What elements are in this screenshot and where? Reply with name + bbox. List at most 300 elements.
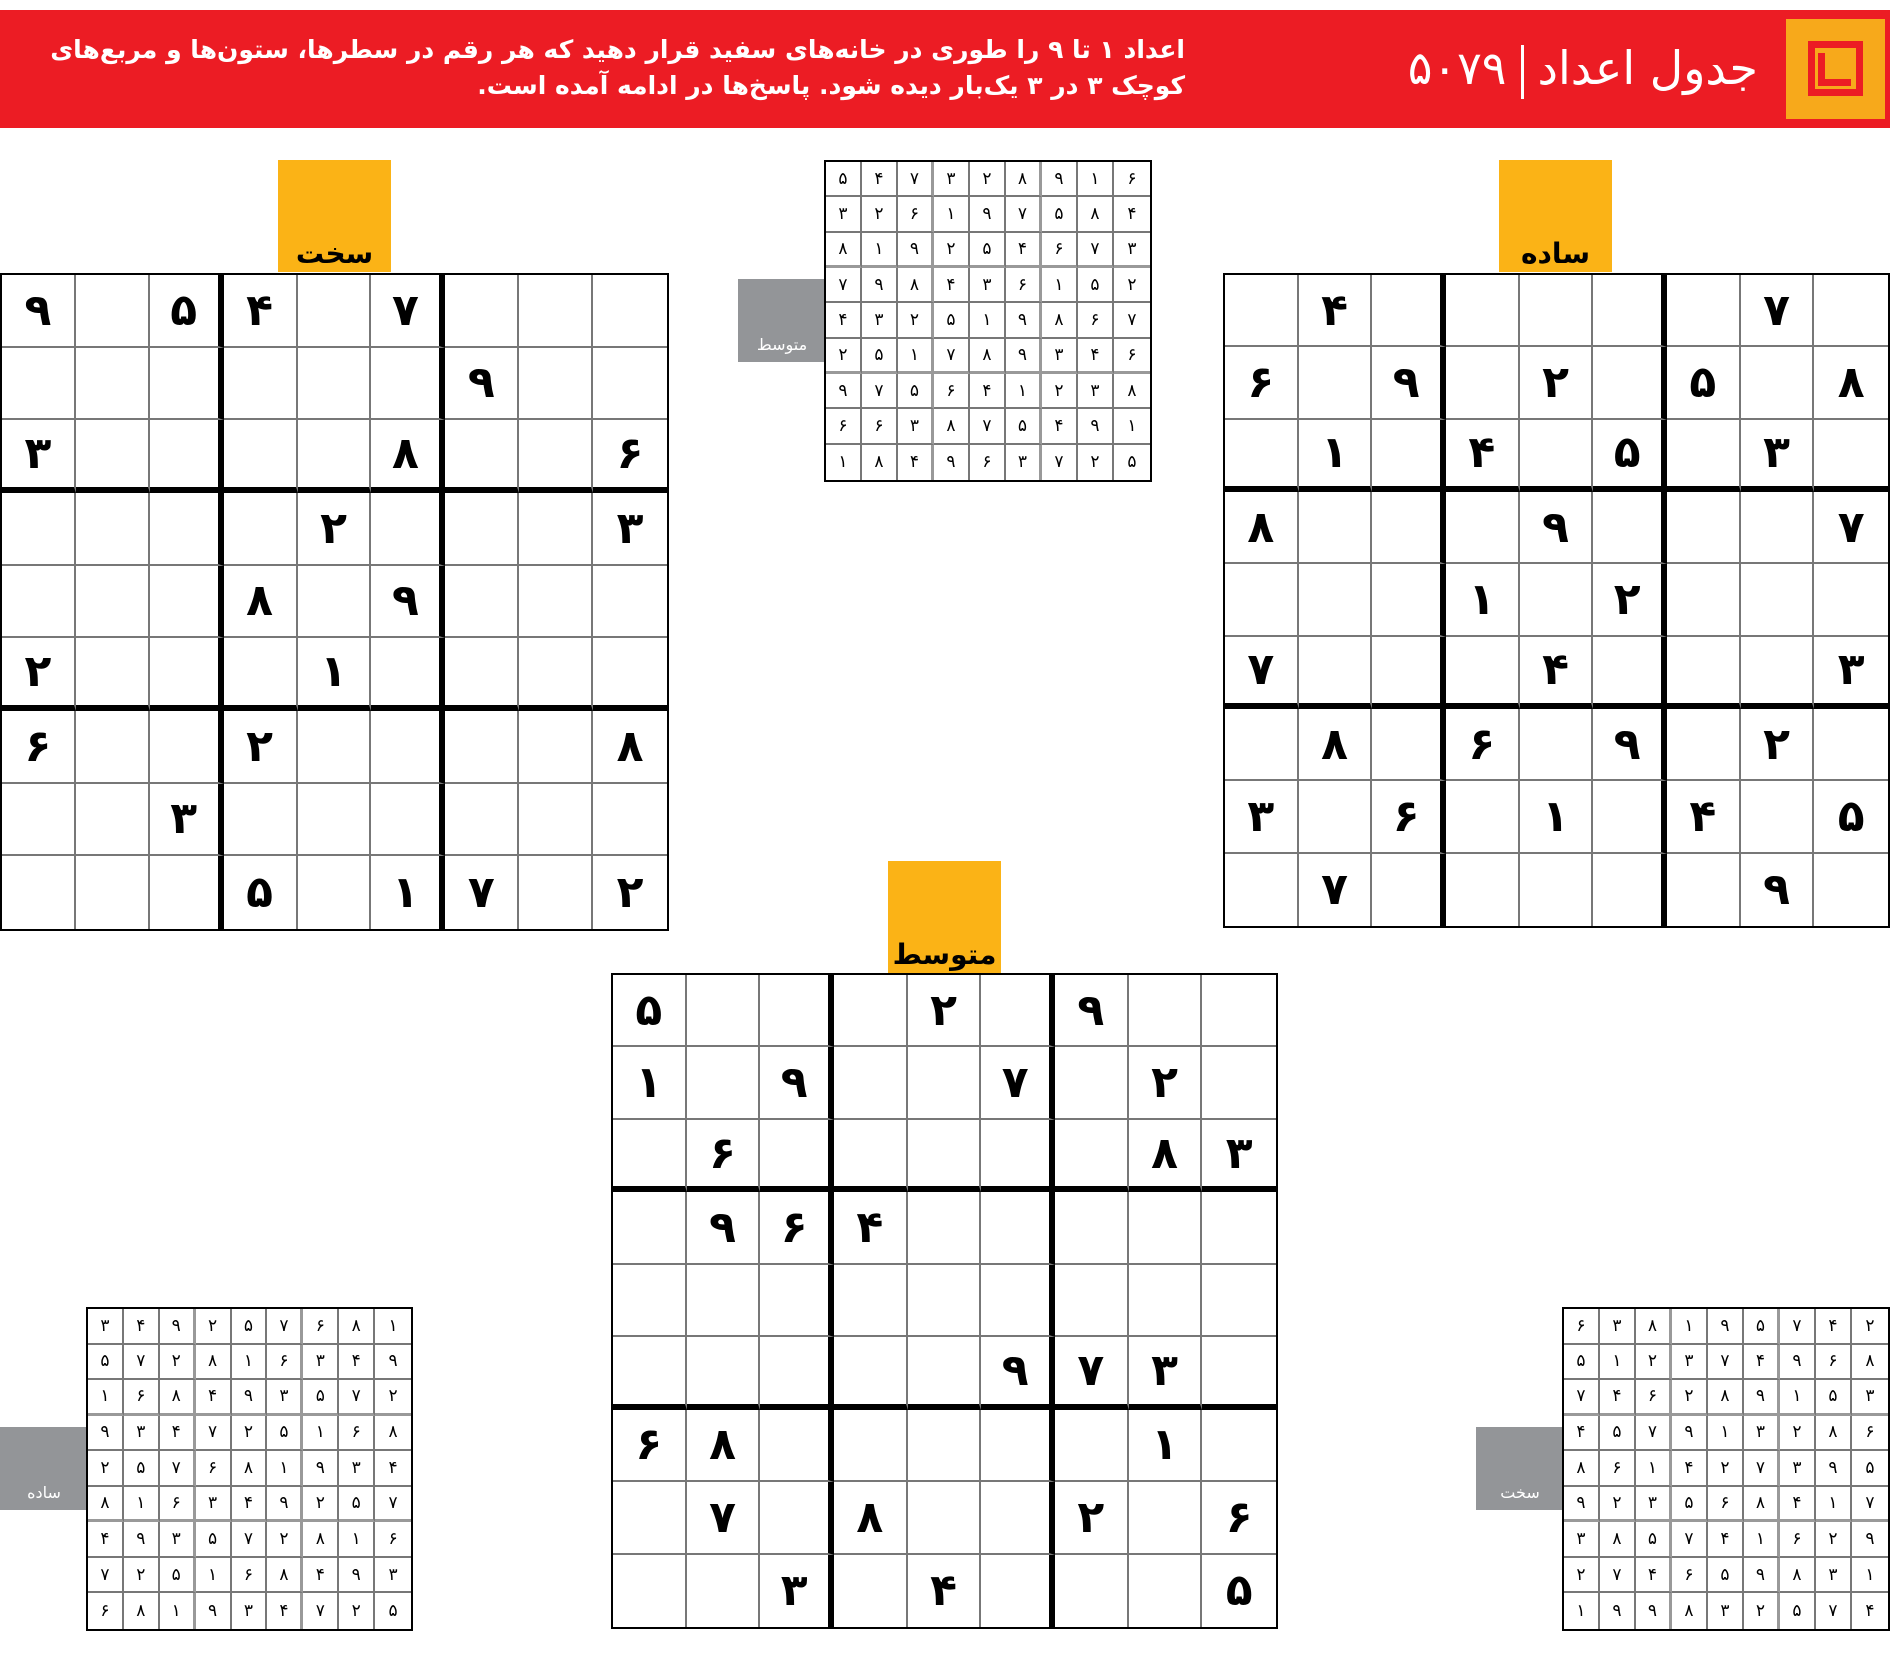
puzzle-cell [371, 638, 445, 711]
puzzle-cell: ۹ [371, 566, 445, 639]
answer-cell: ۹ [826, 374, 862, 409]
puzzle-cell: ۵ [1814, 781, 1888, 853]
answer-cell: ۷ [1564, 1380, 1600, 1416]
puzzle-cell [150, 711, 224, 784]
puzzle-cell: ۴ [1667, 781, 1741, 853]
answer-cell: ۵ [232, 1309, 268, 1345]
answer-cell: ۵ [1744, 1309, 1780, 1345]
answer-cell: ۸ [1852, 1345, 1888, 1381]
answer-cell: ۵ [970, 233, 1006, 268]
puzzle-cell [687, 1265, 761, 1337]
answer-cell: ۶ [1114, 339, 1150, 374]
puzzle-cell [1225, 564, 1299, 636]
puzzle-cell [834, 1120, 908, 1192]
puzzle-cell: ۱ [613, 1047, 687, 1119]
puzzle-cell [519, 856, 593, 929]
puzzle-cell: ۲ [1520, 347, 1594, 419]
puzzle-cell [613, 1555, 687, 1627]
puzzle-cell: ۱ [1129, 1410, 1203, 1482]
puzzle-cell: ۲ [224, 711, 298, 784]
answer-cell: ۵ [1636, 1522, 1672, 1558]
puzzle-cell: ۱ [1299, 420, 1373, 492]
page-title [1408, 38, 1758, 99]
answer-cell: ۴ [1865, 1601, 1875, 1622]
puzzle-cell [593, 275, 667, 348]
answer-cell: ۵ [898, 374, 934, 409]
puzzle-cell [76, 638, 150, 711]
answer-cell: ۶ [1780, 1522, 1816, 1558]
answer-cell: ۱ [1780, 1380, 1816, 1416]
answer-cell: ۲ [1816, 1522, 1852, 1558]
answer-cell: ۹ [124, 1522, 160, 1558]
answer-cell: ۴ [970, 374, 1006, 409]
answer-cell: ۸ [1078, 197, 1114, 232]
puzzle-cell: ۵ [224, 856, 298, 929]
easy-label: ساده [1499, 160, 1612, 272]
answer-cell: ۱ [1564, 1593, 1600, 1629]
puzzle-cell: ۱ [1520, 781, 1594, 853]
answer-cell: ۶ [1042, 233, 1078, 268]
puzzle-cell [224, 493, 298, 566]
answer-cell: ۴ [160, 1416, 196, 1452]
answer-cell: ۶ [1636, 1380, 1672, 1416]
answer-cell: ۱ [1078, 162, 1114, 197]
answer-cell: ۸ [826, 233, 862, 268]
puzzle-cell [1299, 492, 1373, 564]
puzzle-cell [1202, 1337, 1276, 1409]
answer-cell: ۲ [375, 1380, 411, 1416]
answer-cell: ۷ [934, 339, 970, 374]
puzzle-cell [834, 1047, 908, 1119]
answer-cell: ۵ [160, 1558, 196, 1594]
puzzle-cell [760, 1482, 834, 1554]
answer-cell: ۶ [1708, 1487, 1744, 1523]
answer-cell: ۷ [88, 1558, 124, 1594]
puzzle-cell [1520, 420, 1594, 492]
answer-cell: ۸ [1708, 1380, 1744, 1416]
answer-cell: ۸ [375, 1416, 411, 1452]
answer-cell: ۴ [1078, 339, 1114, 374]
puzzle-cell [445, 493, 519, 566]
answer-cell: ۳ [970, 268, 1006, 303]
puzzle-cell [981, 975, 1055, 1047]
answer-cell: ۱ [1708, 1416, 1744, 1452]
puzzle-cell: ۲ [1741, 709, 1815, 781]
answer-cell: ۱ [898, 339, 934, 374]
puzzle-cell [1520, 854, 1594, 926]
answer-cell: ۸ [1006, 162, 1042, 197]
puzzle-cell: ۴ [224, 275, 298, 348]
answer-cell: ۷ [1816, 1593, 1852, 1629]
puzzle-cell: ۲ [1129, 1047, 1203, 1119]
puzzle-cell [1202, 1047, 1276, 1119]
answer-cell: ۶ [124, 1380, 160, 1416]
answer-cell: ۳ [1006, 445, 1042, 480]
puzzle-cell: ۷ [1225, 637, 1299, 709]
puzzle-cell [1225, 420, 1299, 492]
puzzle-cell [76, 856, 150, 929]
answer-cell: ۲ [303, 1487, 339, 1523]
puzzle-cell: ۹ [1520, 492, 1594, 564]
puzzle-cell: ۸ [371, 420, 445, 493]
answer-cell: ۴ [934, 268, 970, 303]
answer-cell: ۴ [1114, 197, 1150, 232]
puzzle-cell [298, 348, 372, 421]
puzzle-cell: ۶ [2, 711, 76, 784]
puzzle-cell: ۸ [593, 711, 667, 784]
puzzle-cell [1372, 492, 1446, 564]
answer-cell: ۸ [124, 1593, 160, 1629]
puzzle-cell [1055, 1265, 1129, 1337]
answer-cell: ۸ [1564, 1451, 1600, 1487]
answer-cell: ۳ [1708, 1593, 1744, 1629]
answer-cell: ۹ [1042, 162, 1078, 197]
answer-cell: ۹ [267, 1487, 303, 1523]
puzzle-cell [1520, 709, 1594, 781]
answer-cell: ۳ [1078, 374, 1114, 409]
answer-cell: ۸ [196, 1345, 232, 1381]
answer-cell: ۷ [196, 1416, 232, 1452]
answer-cell: ۷ [1708, 1345, 1744, 1381]
answer-cell: ۱ [196, 1558, 232, 1594]
puzzle-cell [1446, 781, 1520, 853]
answer-cell: ۴ [1006, 233, 1042, 268]
puzzle-cell [150, 638, 224, 711]
puzzle-cell: ۱ [371, 856, 445, 929]
answer-cell: ۷ [160, 1451, 196, 1487]
puzzle-cell [1299, 347, 1373, 419]
puzzle-cell [76, 275, 150, 348]
puzzle-cell [593, 784, 667, 857]
answer-cell: ۲ [1708, 1451, 1744, 1487]
puzzle-cell [150, 493, 224, 566]
answer-cell: ۹ [1672, 1416, 1708, 1452]
answer-cell: ۱ [124, 1487, 160, 1523]
puzzle-cell [1667, 637, 1741, 709]
puzzle-cell [1129, 975, 1203, 1047]
answer-cell: ۹ [375, 1345, 411, 1381]
puzzle-cell [1446, 275, 1520, 347]
puzzle-cell [687, 1555, 761, 1627]
puzzle-cell: ۶ [1372, 781, 1446, 853]
puzzle-cell [1814, 709, 1888, 781]
puzzle-cell [1593, 492, 1667, 564]
puzzle-cell [1299, 781, 1373, 853]
puzzle-cell: ۷ [445, 856, 519, 929]
puzzle-cell: ۶ [760, 1192, 834, 1264]
puzzle-cell [1520, 275, 1594, 347]
puzzle-cell [224, 638, 298, 711]
puzzle-cell [371, 711, 445, 784]
answer-cell: ۹ [88, 1416, 124, 1452]
answer-cell: ۴ [124, 1309, 160, 1345]
answer-cell: ۸ [160, 1380, 196, 1416]
puzzle-cell [1593, 275, 1667, 347]
answer-cell: ۵ [1780, 1593, 1816, 1629]
puzzle-cell [1055, 1120, 1129, 1192]
answer-hard-label: سخت [1476, 1427, 1564, 1510]
puzzle-cell [1202, 1192, 1276, 1264]
answer-cell: ۱ [375, 1309, 411, 1345]
puzzle-cell: ۷ [1741, 275, 1815, 347]
answer-cell: ۸ [267, 1558, 303, 1594]
puzzle-cell [1446, 347, 1520, 419]
puzzle-cell [687, 1047, 761, 1119]
puzzle-cell [76, 493, 150, 566]
answer-cell: ۱ [1006, 374, 1042, 409]
answer-cell: ۹ [862, 268, 898, 303]
puzzle-cell [1299, 564, 1373, 636]
answer-cell: ۳ [1600, 1309, 1636, 1345]
answer-cell: ۳ [160, 1522, 196, 1558]
answer-cell: ۴ [862, 162, 898, 197]
answer-cell: ۹ [1636, 1593, 1672, 1629]
answer-cell: ۶ [934, 374, 970, 409]
answer-cell: ۵ [1600, 1416, 1636, 1452]
answer-cell: ۵ [1852, 1451, 1888, 1487]
puzzle-cell: ۹ [1741, 854, 1815, 926]
puzzle-cell: ۵ [1667, 347, 1741, 419]
answer-cell: ۹ [1816, 1451, 1852, 1487]
answer-cell: ۳ [1636, 1487, 1672, 1523]
puzzle-cell [687, 975, 761, 1047]
puzzle-cell [1814, 420, 1888, 492]
puzzle-cell [445, 638, 519, 711]
answer-cell: ۵ [339, 1487, 375, 1523]
issue-number: ۵۰۷۹ [1407, 41, 1507, 95]
puzzle-cell: ۵ [613, 975, 687, 1047]
puzzle-cell [908, 1337, 982, 1409]
puzzle-cell [2, 856, 76, 929]
puzzle-cell [298, 856, 372, 929]
puzzle-cell [1741, 781, 1815, 853]
puzzle-cell: ۷ [1055, 1337, 1129, 1409]
puzzle-cell [981, 1482, 1055, 1554]
puzzle-cell [445, 275, 519, 348]
answer-cell: ۵ [1708, 1558, 1744, 1594]
answer-cell: ۳ [1852, 1380, 1888, 1416]
puzzle-cell: ۶ [1225, 347, 1299, 419]
answer-cell: ۶ [1564, 1309, 1600, 1345]
answer-cell: ۹ [1744, 1558, 1780, 1594]
puzzle-cell [981, 1120, 1055, 1192]
puzzle-cell [519, 566, 593, 639]
puzzle-cell [1372, 420, 1446, 492]
answer-medium-label: متوسط [738, 279, 826, 362]
answer-cell: ۳ [934, 162, 970, 197]
answer-cell: ۹ [196, 1593, 232, 1629]
puzzle-cell [981, 1555, 1055, 1627]
puzzle-cell [1667, 854, 1741, 926]
answer-cell: ۶ [1852, 1416, 1888, 1452]
puzzle-cell [908, 1047, 982, 1119]
puzzle-cell [1741, 564, 1815, 636]
puzzle-cell: ۳ [1225, 781, 1299, 853]
answer-cell: ۹ [1852, 1522, 1888, 1558]
answer-cell: ۷ [1600, 1558, 1636, 1594]
puzzle-cell: ۹ [1593, 709, 1667, 781]
answer-cell: ۹ [1708, 1309, 1744, 1345]
puzzle-cell [593, 638, 667, 711]
answer-cell: ۶ [196, 1451, 232, 1487]
answer-hard-grid [1562, 1307, 1890, 1631]
hard-label: سخت [278, 160, 391, 272]
answer-cell: ۵ [1042, 197, 1078, 232]
answer-cell: ۹ [1780, 1345, 1816, 1381]
puzzle-cell [981, 1410, 1055, 1482]
answer-cell: ۳ [303, 1345, 339, 1381]
puzzle-cell [1055, 1047, 1129, 1119]
answer-cell: ۲ [1114, 268, 1150, 303]
answer-cell: ۱ [970, 303, 1006, 338]
puzzle-cell: ۷ [1299, 854, 1373, 926]
logo [1786, 19, 1885, 119]
answer-cell: ۳ [88, 1309, 124, 1345]
puzzle-cell [1055, 1192, 1129, 1264]
puzzle-cell [371, 493, 445, 566]
answer-cell: ۱ [1600, 1345, 1636, 1381]
puzzle-cell: ۵ [1593, 420, 1667, 492]
answer-cell: ۱ [1852, 1558, 1888, 1594]
puzzle-cell: ۹ [1372, 347, 1446, 419]
puzzle-cell: ۳ [2, 420, 76, 493]
answer-cell: ۶ [862, 409, 898, 444]
puzzle-cell: ۹ [687, 1192, 761, 1264]
puzzle-cell [76, 784, 150, 857]
puzzle-cell [298, 566, 372, 639]
answer-cell: ۵ [1006, 409, 1042, 444]
puzzle-cell [1667, 564, 1741, 636]
answer-cell: ۱ [232, 1345, 268, 1381]
answer-cell: ۷ [1042, 445, 1078, 480]
puzzle-cell [760, 975, 834, 1047]
puzzle-cell [519, 638, 593, 711]
answer-cell: ۴ [375, 1451, 411, 1487]
answer-cell: ۷ [339, 1380, 375, 1416]
answer-cell: ۷ [1852, 1487, 1888, 1523]
puzzle-cell: ۶ [613, 1410, 687, 1482]
answer-cell: ۳ [375, 1558, 411, 1594]
puzzle-cell [2, 493, 76, 566]
puzzle-cell: ۴ [908, 1555, 982, 1627]
answer-cell: ۲ [1780, 1416, 1816, 1452]
answer-cell: ۶ [303, 1309, 339, 1345]
answer-cell: ۵ [934, 303, 970, 338]
puzzle-cell: ۹ [981, 1337, 1055, 1409]
answer-cell: ۸ [88, 1487, 124, 1523]
answer-cell: ۳ [1564, 1522, 1600, 1558]
answer-cell: ۴ [196, 1380, 232, 1416]
puzzle-cell: ۵ [150, 275, 224, 348]
puzzle-cell: ۴ [1299, 275, 1373, 347]
puzzle-cell [1741, 492, 1815, 564]
answer-cell: ۲ [1744, 1593, 1780, 1629]
puzzle-cell [1299, 637, 1373, 709]
puzzle-cell [1372, 637, 1446, 709]
puzzle-cell: ۶ [593, 420, 667, 493]
answer-cell: ۱ [303, 1416, 339, 1452]
answer-cell: ۹ [303, 1451, 339, 1487]
puzzle-cell [2, 566, 76, 639]
answer-cell: ۷ [267, 1309, 303, 1345]
medium-label: متوسط [888, 861, 1001, 973]
answer-cell: ۵ [196, 1522, 232, 1558]
puzzle-cell [1667, 709, 1741, 781]
puzzle-cell [1225, 709, 1299, 781]
answer-cell: ۲ [267, 1522, 303, 1558]
puzzle-cell: ۴ [1520, 637, 1594, 709]
puzzle-cell [1446, 637, 1520, 709]
answer-cell: ۷ [1672, 1522, 1708, 1558]
answer-cell: ۳ [898, 409, 934, 444]
puzzle-cell: ۷ [1814, 492, 1888, 564]
answer-cell: ۹ [970, 197, 1006, 232]
answer-cell: ۲ [1078, 445, 1114, 480]
puzzle-cell [1593, 781, 1667, 853]
puzzle-cell: ۶ [687, 1120, 761, 1192]
puzzle-cell: ۳ [1202, 1120, 1276, 1192]
puzzle-cell: ۳ [1129, 1337, 1203, 1409]
answer-cell: ۵ [826, 162, 862, 197]
answer-cell: ۷ [232, 1522, 268, 1558]
puzzle-cell [76, 566, 150, 639]
puzzle-cell [1814, 854, 1888, 926]
answer-cell: ۳ [339, 1451, 375, 1487]
answer-cell: ۴ [1672, 1451, 1708, 1487]
answer-cell: ۴ [1564, 1416, 1600, 1452]
puzzle-cell [908, 1120, 982, 1192]
puzzle-cell: ۸ [1225, 492, 1299, 564]
answer-cell: ۵ [1672, 1487, 1708, 1523]
answer-cell: ۸ [1744, 1487, 1780, 1523]
answer-cell: ۲ [934, 233, 970, 268]
puzzle-cell [1129, 1265, 1203, 1337]
puzzle-cell [1372, 854, 1446, 926]
puzzle-cell [613, 1192, 687, 1264]
answer-cell: ۴ [1600, 1380, 1636, 1416]
puzzle-cell [834, 975, 908, 1047]
puzzle-cell [1372, 275, 1446, 347]
puzzle-cell [834, 1265, 908, 1337]
puzzle-cell [613, 1120, 687, 1192]
answer-cell: ۸ [862, 445, 898, 480]
answer-cell: ۴ [1636, 1558, 1672, 1594]
answer-cell: ۴ [88, 1522, 124, 1558]
puzzle-cell [519, 493, 593, 566]
puzzle-cell: ۱ [298, 638, 372, 711]
puzzle-cell [1202, 1265, 1276, 1337]
puzzle-cell [1593, 347, 1667, 419]
puzzle-cell [1520, 564, 1594, 636]
puzzle-cell [1667, 492, 1741, 564]
answer-cell: ۶ [1078, 303, 1114, 338]
answer-cell: ۱ [1114, 409, 1150, 444]
answer-cell: ۲ [88, 1451, 124, 1487]
answer-easy-grid [86, 1307, 413, 1631]
answer-cell: ۲ [898, 303, 934, 338]
answer-cell: ۲ [1042, 374, 1078, 409]
answer-cell: ۱ [339, 1522, 375, 1558]
answer-cell: ۶ [1006, 268, 1042, 303]
puzzle-cell: ۷ [687, 1482, 761, 1554]
puzzle-cell [760, 1265, 834, 1337]
puzzle-cell [1129, 1192, 1203, 1264]
answer-easy-label: ساده [0, 1427, 88, 1510]
answer-cell: ۳ [196, 1487, 232, 1523]
puzzle-cell [298, 784, 372, 857]
answer-cell: ۲ [1564, 1558, 1600, 1594]
sudoku-hard-grid [0, 273, 669, 931]
